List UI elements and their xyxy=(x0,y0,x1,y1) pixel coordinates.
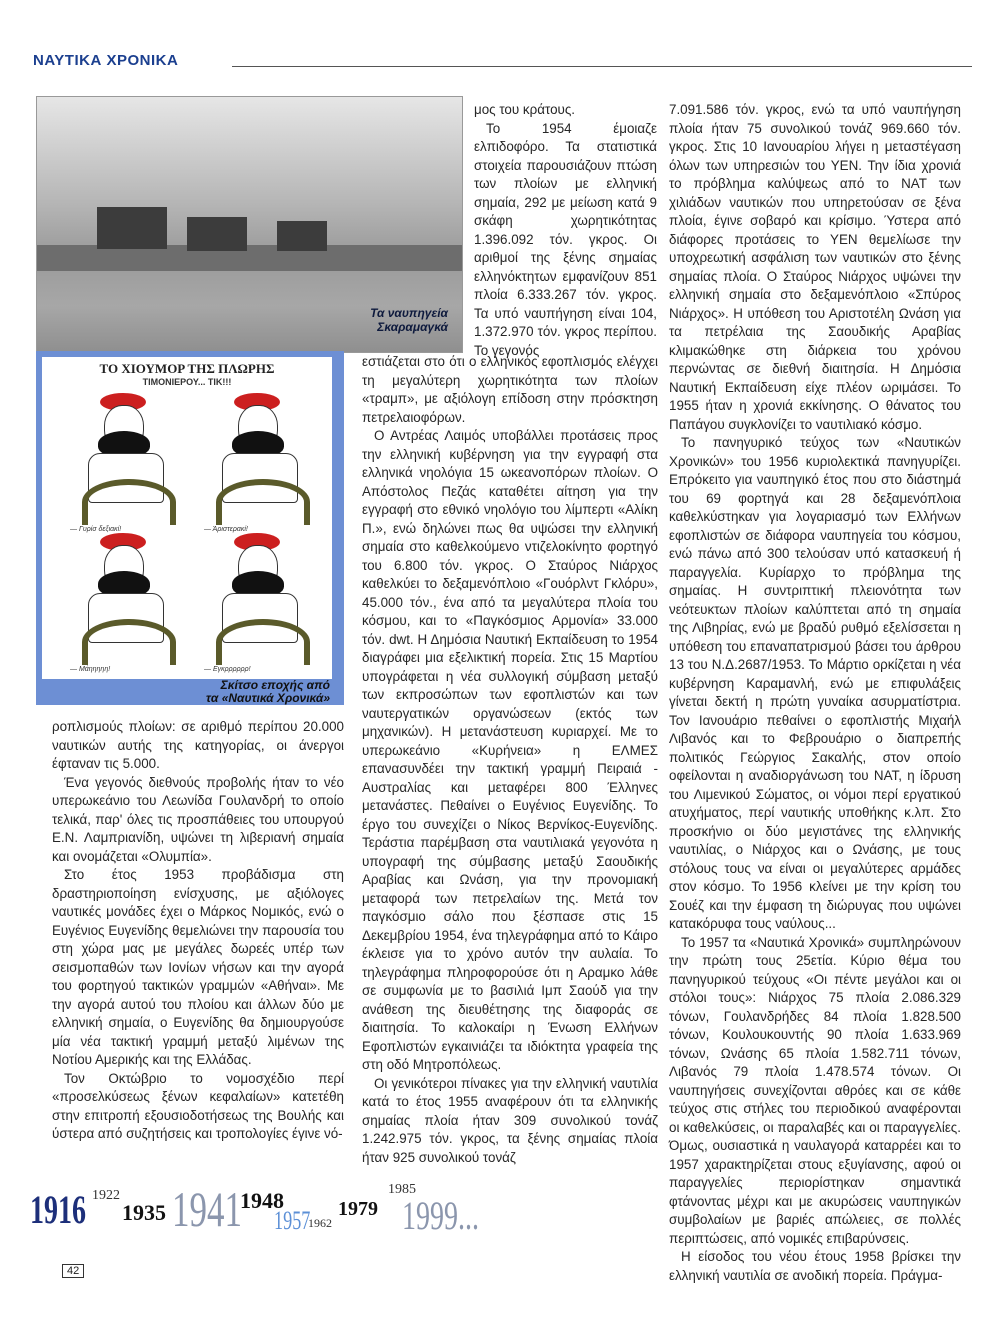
timeline-years xyxy=(30,1180,570,1240)
cartoon-figure xyxy=(204,533,314,673)
page-number: 42 xyxy=(62,1264,84,1278)
paragraph: Ένα γεγονός διεθνούς προβολής ήταν το νέο υπερωκεάνιο του Λεωνίδα Γουλανδρή το οποίο τελικά, παρ' όλες τις προσπάθειες του υπουργού Ε.Ν. Λαμπριανίδη, υψώνει τη λιβεριανή σημαία και ονομάζεται «Ολυμπία». xyxy=(52,774,344,864)
timeline-year: 1935 xyxy=(122,1200,166,1225)
timeline-year: 1999... xyxy=(402,1193,479,1238)
paragraph: 7.091.586 τόν. γκρος, ενώ τα υπό ναυπήγηση πλοία ήταν 75 συνολικού τονάζ 969.660 τόν. γκρος. Στις 10 Ιανουαρίου λήγει η μεταστέγαση όλων των υπηρεσιών του ΥΕΝ. Την ίδια χρονιά το πρόβλημα καλύψεως από το ΝΑΤ των χιλιάδων ναυτικών που υπηρετούσαν σε ξένα πλοία, έγινε σοβαρό και κρίσιμο. Ύστερα από διάφορες προτάσεις το ΥΕΝ θεμελίωσε την υποχρεωτική ασφάλιση των ναυτικών στο ξένης σημαίας πλοία. Ο Σταύρος Νιάρχος υψώνει την ελληνική σημαία στο δεξαμενόπλοιο «Σπύρος Νιάρχος». Η υπόθεση του Αριστοτέλη Ωνάση για τα πετρέλαια της Σαουδικής Αραβίας κλιμακώθηκε στη διάρκεια του χρόνου περνώντας σε διεθνή διαιτησία. Η Δημόσια Ναυτική Εκπαίδευση είχε πλέον ωριμάσει. Το 1955 ήταν η χρονιά εκκίνησης. Ο θάνατος του Παπάγου συγκλονίζει το ναυτιλιακό κόσμο. xyxy=(669,102,961,432)
timeline-year: 1985 xyxy=(388,1182,416,1197)
cartoon-caption: Σκίτσο εποχής από τα «Ναυτικά Χρονικά» xyxy=(206,678,330,705)
timeline-year: 1916 xyxy=(30,1187,86,1232)
timeline-year: 1948 xyxy=(240,1188,284,1213)
paragraph: Η είσοδος του νέου έτους 1958 βρίσκει την ελληνική ναυτιλία σε ανοδική πορεία. Πράγμα- xyxy=(669,1249,961,1283)
paragraph: Το πανηγυρικό τεύχος των «Ναυτικών Χρονικών» του 1956 κυριολεκτικά πανηγυρίζει. Επρόκειτο για ναυπηγικό έτος που στο διάστημά του 69 φορτηγά και 28 δεξαμενόπλοια καθελκύστηκαν για λογαριασμό των Ελλήνων εφοπλιστών σε διάφορα ναυπηγεία του κόσμου, ενώ πάνω από 300 τελούσαν υπό κατασκευή ή παραγγελία. Κυρίαρχο το πρόβλημα της σημαίας. Η συντριπτική πλειονότητα των νεότευκτων πλοίων καλύπτεται από τη σημαία της Λιβηρίας, ενώ με βραδύ ρυθμό εξελίσσεται η υπόθεση του επαναπατρισμού βάσει του άρθρου 13 του Ν.Δ.2687/1953. Το Μάρτιο ορκίζεται η νέα κυβέρνηση Καραμανλή, ενώ με επιφυλάξεις γίνεται δεκτή η πρώτη γυναίκα ασυρματίστρια. Τον Ιανουάριο πεθαίνει ο εφοπλιστής Μιχαήλ Λιβανός και το Φεβρουάριο ο διαπρεπής πολιτικός Γεώργιος Σακαλής, στον οποίο οφείλονται η αναδιοργάνωση του ΝΑΤ, η ίδρυση του Λιμενικού Σώματος, οι νόμοι περί εργατικού ατυχήματος, περί ναυτικής υποθήκης κ.λπ. Στο προσκήνιο οι δύο μεγιστάνες της ελληνικής ναυτιλίας, ο Νιάρχος και ο Ωνάσης, με τους στόλους τους να είναι οι μεγαλύτερες αρμάδες στον κόσμο. Το 1956 κλείνει με την κρίση του Σουέζ και την έμφαση τη διώρυγας που υψώνει κατακόρυφα τους ναύλους... xyxy=(669,435,961,931)
timeline-year: 1941 xyxy=(172,1181,242,1237)
timeline-year: 1957 xyxy=(274,1206,311,1235)
shipyard-photo xyxy=(36,96,463,353)
paragraph: Στο έτος 1953 προβάδισμα στη δραστηριοποίηση ενίσχυσης, με αξιόλογες ναυτικές μονάδες έχει ο Μάρκος Νομικός, ενώ ο Ευγένιος Ευγενίδης θεμελιώνει την παρουσία του στη χώρα μας με μεγάλες δωρεές υπέρ των σεισμοπαθών των Ιονίων νήσων και την αγορά του φορτηγού τακτικών γραμμών «Αθήναι». Με την αγορά αυτού του πλοίου και άλλων δύο με ελληνική σημαία, ο Ευγενίδης θα δημιουργούσε μία νέα τακτική γραμμή μεταξύ λιμένων της Νοτίου Αμερικής και της Ελλάδας. xyxy=(52,867,344,1067)
paragraph: εστιάζεται στο ότι ο ελληνικός εφοπλισμός ελέγχει τη μεγαλύτερη χωρητικότητα των πλοίων «τραμπ», με αξιόλογη επίδοση στην πρόσκτηση πετρελαιοφόρων. xyxy=(362,354,658,425)
timeline-year: 1979 xyxy=(338,1198,378,1220)
cartoon-box xyxy=(36,351,344,705)
paragraph: Τον Οκτώβριο το νομοσχέδιο περί «προσελκύσεως ξένων κεφαλαίων» κατετέθη στην επιτροπή εξουσιοδοτήσεως της Βουλής και ύστερα από συζητήσεις και τροπολογίες έγινε νό- xyxy=(52,1070,344,1141)
cartoon-figure xyxy=(70,533,180,673)
paragraph: ροπλισμούς πλοίων: σε αριθμό περίπου 20.000 ναυτικών αυτής της κατηγορίας, οι άνεργοι έφταναν τις 5.000. xyxy=(52,719,344,771)
text-column-right xyxy=(669,101,961,1285)
cartoon-speech: — Γυρίσ δεξιακί! xyxy=(70,526,122,533)
timeline-year: 1962 xyxy=(308,1216,332,1230)
photo-caption: Τα ναυπηγεία Σκαραμαγκά xyxy=(370,306,448,334)
paragraph: Το 1957 τα «Ναυτικά Χρονικά» συμπληρώνουν την πρώτη τους 25ετία. Κύριο θέμα του πανηγυρικού τεύχους «Οι πέντε μεγάλοι και οι στόλοι τους»: Νιάρχος 75 πλοία 2.086.329 τόνων, Γουλανδρήδες 84 πλοία 1.828.500 τόνων, Κουλουκουντής 90 πλοία 1.633.969 τόνων, Ωνάσης 65 πλοία 1.582.711 τόνων, Λιβανός 79 πλοία 1.478.574 τόνων. Οι ναυπηγήσεις συνεχίζονται αθρόες και σε κάθε τεύχος στις στήλες του περιοδικού αναφέρονται οι καθελκύσεις, οι παραλαβές και οι παραγγελίες. Όμως, ουσιαστικά η ναυλαγορά καταρρέει και το 1957 χαρακτηρίζεται στους εξυγίανσης, αφού οι παραγγελίες περιορίστηκαν σημαντικά φτάνοντας μέχρι και με ακυρώσεις ναυπηγικών συμβολαίων με βαριές απώλειες, σε πολλές περιπτώσεις, από νομικές επιβαρύνσεις. xyxy=(669,934,961,1246)
text-column-left xyxy=(52,718,344,1144)
cartoon xyxy=(42,357,332,679)
cartoon-figure xyxy=(204,393,314,533)
cartoon-speech: — Μάηηηηη! xyxy=(70,666,111,673)
photo-ship xyxy=(277,221,327,251)
section-title: ΝΑΥΤΙΚΑ ΧΡΟΝΙΚΑ xyxy=(33,52,179,69)
paragraph: Το 1954 έμοιαζε ελπιδοφόρο. Τα στατιστικά στοιχεία παρουσιάζουν πτώση των πλοίων με ελληνική σημαία, 292 με μείωση κατά 9 σκάφη χωρητικότητας 1.396.092 τόν. γκρος. Οι αριθμοί της ξένης σημαίας ελληνόκτητων εμφανίζουν 851 πλοία 6.333.267 τόν. γκρος. Τα υπό ναυπήγηση είναι 104, 1.372.970 τόν. γκρος περίπου. Το γεγονός xyxy=(474,120,657,358)
cartoon-subtitle: ΤΙΜΟΝΙΕΡΟΥ... ΤΙΚ!!! xyxy=(142,377,232,387)
cartoon-speech: — Εγκρρρρρρ! xyxy=(204,666,251,673)
photo-ship xyxy=(187,217,247,251)
cartoon-speech: — Άριστερακί! xyxy=(204,526,248,533)
cartoon-title: ΤΟ ΧΙΟΥΜΟΡ ΤΗΣ ΠΛΩΡΗΣ xyxy=(99,361,275,376)
paragraph: μος του κράτους. xyxy=(474,102,576,117)
header-divider xyxy=(232,66,972,67)
timeline-year: 1922 xyxy=(92,1188,120,1203)
paragraph: Ο Αντρέας Λαιμός υποβάλλει προτάσεις προς την ελληνική κυβέρνηση για την εγγραφή στα ελληνικά νηολόγια 15 ωκεανοπόρων πλοίων. Ο Απόστολος Πεζάς καταθέτει αίτηση για την εγγραφή στο εθνικό νηολόγιο του λίμπερτι «Αλίκη Π.», ενώ δηλώνει πως θα υψώσει την ελληνική σημαία στο καθελκούμενο ντιζελοκίνητο φορτηγό του 6.800 τόν. γκρος. Ο Σταύρος Νιάρχος καθελκύει το δεξαμενόπλοιο «Γουόρλντ Γκλόρυ», 45.000 τόν., ένα από τα μεγαλύτερα πλοία του κόσμου, και το «Παγκόσμιος Αρμονία» 33.000 τόν. dwt. Η Δημόσια Ναυτική Εκπαίδευση το 1954 διαγράφει μια εξελικτική πορεία. Στις 15 Μαρτίου υπογράφεται η νέα συλλογική σύμβαση μεταξύ των εκπροσώπων των εφοπλιστών και των ναυτεργατικών οργανώσεων (εκτός των μηχανικών). Η μετανάστευση κυριαρχεί. Με το υπερωκεάνιο «Κυρήνεια» η ΕΛΜΕΣ επανασυνδέει την τακτική γραμμή Πειραιά - Αυστραλίας και μεταφέρει 800 Έλληνες μετανάστες. Πεθαίνει ο Ευγένιος Ευγενίδης. Το έργο του συνεχίζει ο Νίκος Βερνίκος-Ευγενίδης. Τεράστια παρέμβαση στα ναυτιλιακά γεγονότα η υπογραφή της σύμβασης μεταξύ Σαουδικής Αραβίας και Ωνάση, για την προνομιακή μεταφορά των πετρελαίων της. Μετά τον παγκόσμιο σάλο που ξέσπασε στις 15 Δεκεμβρίου 1954, ένα τηλεγράφημα από το Κάιρο έκλεισε για το χρόνο αυτόν την αυλαία. Το τηλεγράφημα πληροφορούσε ότι η Αραμκο λάθε σε συμφωνία με το βασιλιά Ιμπ Σαούδ για την ανάθεση της διευθέτησης της διαφοράς σε διαιτησία. Το καλοκαίρι η Ένωση Ελλήνων Εφοπλιστών εγκαινιάζει τα ιδιόκτητα γραφεία της στη οδό Μητροπόλεως. xyxy=(362,428,658,1072)
text-column-middle-top xyxy=(474,101,657,360)
paragraph: Οι γενικότεροι πίνακες για την ελληνική ναυτιλία κατά το έτος 1955 αναφέρουν ότι τα ελληνικής σημαίας πλοία ήταν 309 συνολικού τονάζ 1.242.975 τόν. γκρος, τα ξένης σημαίας πλοία ήταν 925 συνολικού τονάζ xyxy=(362,1075,658,1165)
photo-ship xyxy=(97,207,167,249)
cartoon-figure xyxy=(70,393,180,533)
text-column-middle xyxy=(362,353,658,1167)
